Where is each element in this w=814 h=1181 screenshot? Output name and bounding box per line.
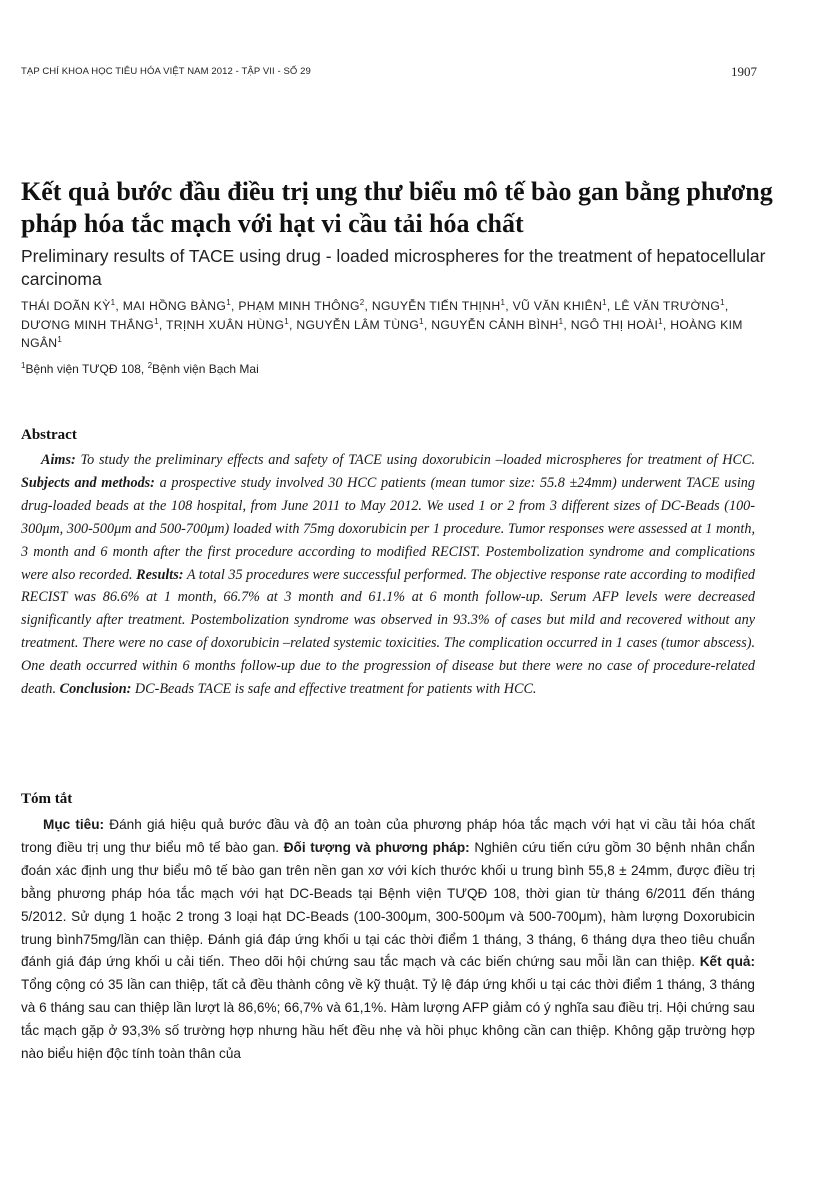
abstract-segment-label: Conclusion:: [59, 681, 132, 698]
affiliation-mark: 2: [147, 361, 153, 370]
affiliation-name: Bệnh viện TƯQĐ 108: [25, 362, 141, 376]
author-affiliation-mark: 1: [558, 316, 564, 326]
author-name: NGUYỄN CẢNH BÌNH: [431, 317, 559, 332]
author-affiliation-mark: 1: [110, 297, 116, 307]
page-number: 1907: [731, 64, 757, 79]
abstract-segment-text: DC-Beads TACE is safe and effective treatment for patients with HCC.: [131, 681, 537, 698]
article-title-english: Preliminary results of TACE using drug - loaded microspheres for the treatment of hepatocellular carcinoma: [21, 246, 766, 289]
article-title-vietnamese: Kết quả bước đầu điều trị ung thư biểu mô tế bào gan bằng phương pháp hóa tắc mạch với hạt vi cầu tải hóa chất: [21, 177, 773, 238]
author-name: NGÔ THỊ HOÀI: [570, 317, 659, 332]
author-affiliation-mark: 1: [658, 316, 663, 326]
affiliation-mark: 1: [21, 361, 26, 370]
author-affiliation-mark: 1: [720, 297, 725, 307]
abstract-segment-label: Subjects and methods:: [21, 474, 155, 491]
abstract-segment-text: a prospective study involved 30 HCC patients (mean tumor size: 55.8 ±24mm) underwent TACE using drug-loaded beads at the 108 hospital, from June 2011 to May 2012. We used 1 or 2 from 3 different sizes of DC-Beads (100-300μm, 300-500μm and 500-700μm) loaded with 75mg doxorubicin per 1 procedure. Tumor responses were assessed at 1 month, 3 month and 6 month after the first procedure according to modified RECIST. Postembolization syndrome and complications were also recorded.: [21, 474, 755, 583]
author-name: HOÀNG KIM NGÂN: [21, 317, 743, 350]
summary-segment-label: Mục tiêu:: [43, 817, 105, 832]
summary-heading: Tóm tắt: [21, 791, 73, 807]
author-name: NGUYỄN TIẾN THỊNH: [371, 299, 501, 313]
abstract-segment-text: To study the preliminary effects and safety of TACE using doxorubicin –loaded microspheres for treatment of HCC.: [75, 452, 755, 468]
author-affiliation-mark: 1: [57, 334, 63, 344]
summary-segment-label: Kết quả:: [699, 954, 756, 970]
author-name: NGUYỄN LÂM TÙNG: [296, 317, 420, 332]
author-affiliation-mark: 1: [602, 297, 607, 307]
summary-segment-text: Đánh giá hiệu quả bước đầu và độ an toàn của phương pháp hóa tắc mạch với hạt vi cầu tải hóa chất trong điều trị ung thư biểu mô tế bào gan.: [21, 817, 755, 855]
running-head: TẠP CHÍ KHOA HỌC TIÊU HÓA VIỆT NAM 2012 - TẬP VII - SỐ 29: [21, 66, 311, 77]
abstract-body: [21, 449, 755, 701]
author-affiliation-mark: 1: [284, 316, 290, 326]
abstract-segment-label: Aims:: [41, 452, 76, 468]
summary-body: [21, 814, 755, 1066]
author-affiliation-mark: 1: [419, 316, 424, 326]
summary-segment-label: Đối tượng và phương pháp:: [283, 839, 470, 855]
author-name: DƯƠNG MINH THẮNG: [21, 317, 155, 332]
author-name: TRỊNH XUÂN HÙNG: [166, 317, 285, 332]
author-name: THÁI DOÃN KỲ: [21, 299, 111, 313]
author-name: VŨ VĂN KHIÊN: [512, 299, 603, 313]
abstract-segment-label: Results:: [136, 566, 184, 583]
summary-segment-text: Nghiên cứu tiến cứu gồm 30 bệnh nhân chẩn đoán xác định ung thư biểu mô tế bào gan trên nền gan xơ với kích thước khối u trung bình 55,8 ± 24mm, được điều trị bằng phương pháp hóa tắc mạch với hạt DC-Beads tại Bệnh viện TƯQĐ 108, thời gian từ tháng 6/2011 đến tháng 5/2012. Sử dụng 1 hoặc 2 trong 3 loại hạt DC-Beads (100-300μm, 300-500μm và 500-700μm), hàm lượng Doxorubicin trung bình75mg/lần can thiệp. Đánh giá đáp ứng khối u tại các thời điểm 1 tháng, 3 tháng, 6 tháng dựa theo tiêu chuẩn đánh giá đáp ứng khối u cải tiến. Theo dõi hội chứng sau tắc mạch và các biến chứng sau mỗi lần can thiệp.: [21, 839, 755, 970]
author-affiliation-mark: 1: [226, 297, 231, 307]
author-list: THÁI DOÃN KỲ$^1$, MAI HỒNG BÀNG$^1$, PHẠM MINH THÔNG$^2$, NGUYỄN TIẾN THỊNH$^1$, VŨ VĂN KHIÊN$^1$, LÊ VĂN TRƯỜNG$^1$, DƯƠNG MINH THẮNG$^1$, TRỊNH XUÂN HÙNG$^1$, NGUYỄN LÂM TÙNG$^1$, NGUYỄN CẢNH BÌNH$^1$, NGÔ THỊ HOÀI$^1$, HOÀNG KIM NGÂN$^1$: [21, 297, 743, 350]
abstract-segment-text: A total 35 procedures were successful performed. The objective response rate according to modified RECIST was 86.6% at 1 month, 66.7% at 3 month and 61.1% at 6 month follow-up. Serum AFP levels were decreased significantly after treatment. Postembolization syndrome was observed in 93.3% of cases but mild and recovered without any treatment. There were no case of doxorubicin –related systemic toxicities. The complication occurred in 1 cases (tumor abscess). One death occurred within 6 months follow-up due to the progression of disease but there were no case of procedure-related death.: [21, 566, 755, 698]
author-affiliation-mark: 2: [359, 297, 365, 307]
affiliation-name: Bệnh viện Bạch Mai: [152, 362, 259, 376]
author-name: MAI HỒNG BÀNG: [122, 299, 227, 313]
affiliations: $^1$Bệnh viện TƯQĐ 108, $^2$Bệnh viện Bạch Mai: [21, 361, 259, 376]
summary-segment-text: Tổng cộng có 35 lần can thiệp, tất cả đều thành công về kỹ thuật. Tỷ lệ đáp ứng khối u tại các thời điểm 1 tháng, 3 tháng và 6 tháng sau can thiệp lần lượt là 86,6%; 66,7% và 61,1%. Hàm lượng AFP giảm có ý nghĩa sau điều trị. Hội chứng sau tắc mạch gặp ở 93,3% số trường hợp nhưng hầu hết đều nhẹ và hồi phục không cần can thiệp. Không gặp trường hợp nào biểu hiện độc tính toàn thân của: [21, 977, 755, 1062]
author-name: LÊ VĂN TRƯỜNG: [614, 299, 721, 313]
author-affiliation-mark: 1: [154, 316, 159, 326]
abstract-heading: Abstract: [21, 427, 77, 443]
author-name: PHẠM MINH THÔNG: [238, 299, 360, 313]
author-affiliation-mark: 1: [500, 297, 506, 307]
